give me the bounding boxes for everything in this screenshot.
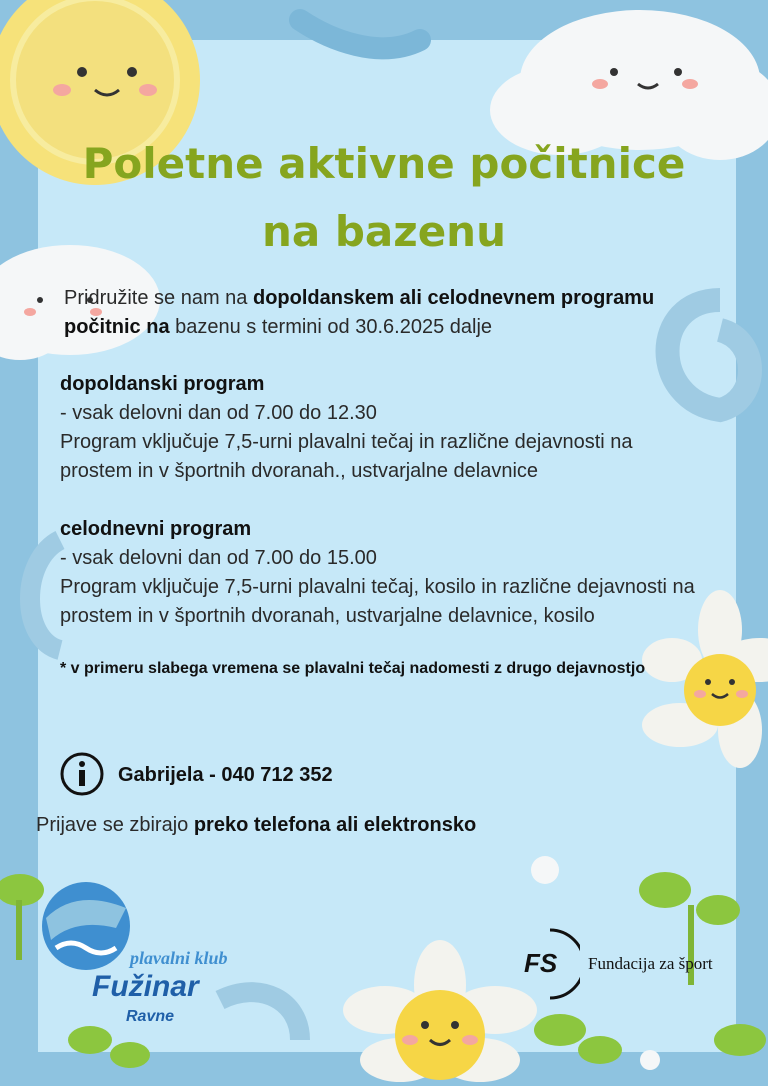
registration-bold: preko telefona ali elektronsko: [193, 814, 477, 836]
page-title-line-1: Poletne aktivne počitnice: [82, 139, 686, 188]
flower-icon: [642, 590, 768, 768]
intro-text: Pridružite se nam na: [64, 287, 253, 309]
note-text: v primeru slabega vremena se plavalni tečaj nadomesti z drugo dejavnostjo: [66, 660, 646, 677]
fullday-desc-1: Program vključuje 7,5-urni plavalni tečaj, kosilo in različne dejavnosti na: [60, 576, 695, 598]
info-icon: [60, 752, 104, 796]
note-star: *: [60, 660, 67, 677]
club-logo-line-3: Ravne: [126, 1008, 175, 1025]
registration-prefix: Prijave se zbirajo: [36, 814, 194, 836]
flower-icon: [343, 940, 537, 1082]
weather-note: [60, 660, 645, 678]
morning-desc-2: prostem in v športnih dvoranah., ustvarjalne delavnice: [60, 460, 539, 482]
sponsor-mark: [520, 926, 580, 1002]
page-title-line-2: na bazenu: [261, 207, 506, 256]
intro-line-1: [64, 284, 654, 313]
sponsor-name: Fundacija za šport: [588, 954, 713, 973]
morning-desc-1: Program vključuje 7,5-urni plavalni tečaj in različne dejavnosti na: [60, 431, 633, 453]
morning-heading: dopoldanski program: [60, 373, 265, 395]
club-logo: [36, 878, 256, 1038]
sponsor-logo: [520, 926, 740, 1002]
contact-info: Gabrijela - 040 712 352: [118, 764, 333, 786]
fullday-schedule: - vsak delovni dan od 7.00 do 15.00: [60, 547, 377, 569]
sponsor-mark-text: FS: [524, 948, 558, 978]
club-logo-line-2: Fužinar: [92, 970, 199, 1003]
morning-schedule: - vsak delovni dan od 7.00 do 12.30: [60, 402, 377, 424]
intro-bold: dopoldanskem ali celodnevnem programu: [252, 287, 655, 309]
swimmer-icon: [36, 878, 136, 978]
intro-line-2: [64, 313, 492, 342]
registration-info: [36, 814, 476, 837]
intro-bold-2: počitnic na: [64, 316, 170, 338]
fullday-desc-2: prostem in v športnih dvoranah, ustvarjalne delavnice, kosilo: [60, 605, 595, 627]
club-logo-line-1: plavalni klub: [130, 948, 228, 968]
fullday-heading: celodnevni program: [60, 518, 252, 540]
intro-text-2: bazenu s termini od 30.6.2025 dalje: [169, 316, 493, 338]
